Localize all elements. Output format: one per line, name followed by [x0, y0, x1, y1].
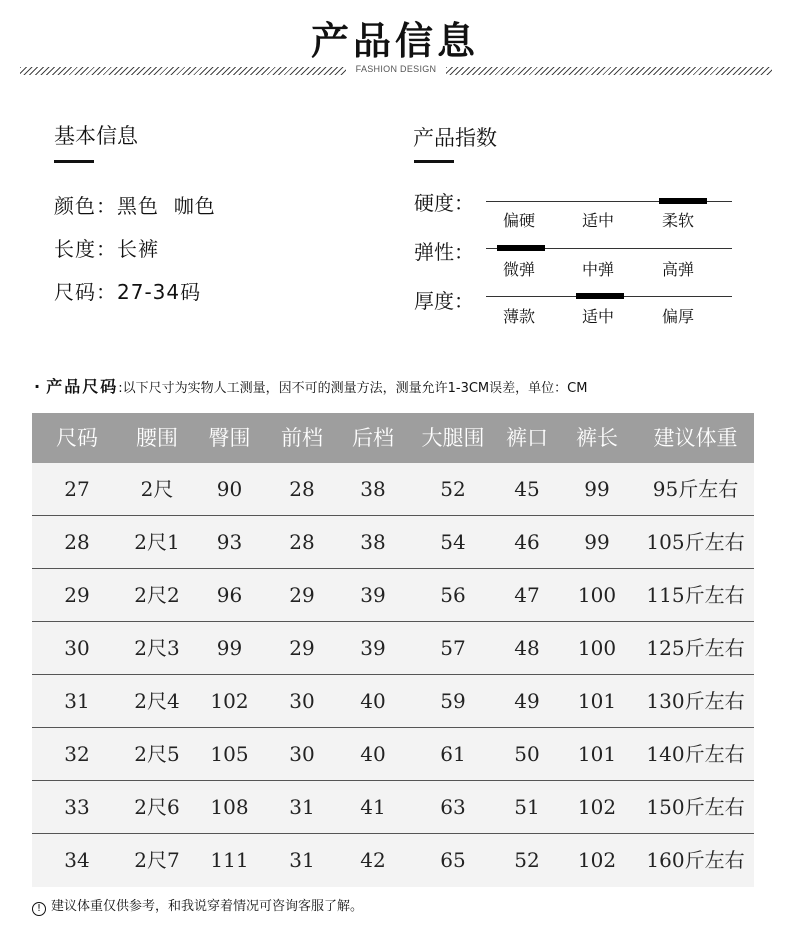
table-cell: 108 — [210, 795, 249, 819]
table-cell: 99 — [584, 530, 610, 554]
product-index-underline — [414, 160, 454, 163]
table-cell: 2尺1 — [134, 530, 180, 554]
table-cell: 54 — [440, 530, 466, 554]
thickness-option: 适中 — [582, 307, 615, 326]
thickness-option: 薄款 — [503, 307, 536, 326]
col-length: 裤长 — [576, 426, 618, 450]
table-cell: 29 — [289, 636, 315, 660]
table-cell: 39 — [360, 583, 386, 607]
table-cell: 52 — [514, 848, 540, 872]
info-row-length — [54, 233, 159, 262]
table-cell: 90 — [216, 477, 243, 501]
table-row — [32, 781, 754, 834]
table-cell: 49 — [514, 689, 540, 713]
table-cell: 27 — [64, 477, 90, 501]
table-cell: 50 — [514, 742, 540, 766]
elasticity-option: 高弹 — [662, 260, 695, 279]
table-cell: 102 — [210, 689, 249, 713]
table-cell: 41 — [360, 795, 386, 819]
table-cell: 160斤左右 — [646, 848, 745, 872]
table-cell: 2尺7 — [134, 848, 180, 872]
table-cell: 42 — [360, 848, 386, 872]
table-cell: 2尺2 — [134, 583, 180, 607]
table-cell: 115斤左右 — [646, 583, 745, 607]
divider-left — [20, 67, 346, 75]
table-cell: 30 — [289, 742, 315, 766]
table-cell: 130斤左右 — [646, 689, 745, 713]
table-cell: 59 — [440, 689, 466, 713]
table-cell: 40 — [360, 689, 386, 713]
hardness-option: 偏硬 — [503, 211, 536, 230]
table-cell: 99 — [216, 636, 243, 660]
table-cell: 28 — [289, 477, 315, 501]
info-value: 长裤 — [117, 237, 159, 261]
table-row — [32, 728, 754, 781]
table-cell: 100 — [577, 636, 617, 660]
elasticity-option: 中弹 — [582, 260, 615, 279]
size-table-note — [34, 374, 587, 397]
table-cell: 31 — [289, 795, 315, 819]
elasticity-option: 微弹 — [503, 260, 536, 279]
info-row-size — [54, 276, 201, 305]
table-cell: 47 — [514, 583, 540, 607]
table-row — [32, 675, 754, 728]
table-cell: 65 — [440, 848, 466, 872]
table-row — [32, 516, 754, 569]
table-cell: 105 — [210, 742, 249, 766]
footer-note-text: 建议体重仅供参考，和我说穿着情况可咨询客服了解。 — [51, 899, 364, 914]
table-cell: 102 — [577, 795, 617, 819]
size-table-body — [32, 463, 754, 887]
hardness-option: 柔软 — [662, 211, 695, 230]
table-cell: 102 — [577, 848, 617, 872]
table-cell: 33 — [64, 795, 90, 819]
footer-note — [32, 895, 363, 916]
table-cell: 2尺 — [140, 477, 174, 501]
table-cell: 99 — [584, 477, 610, 501]
table-cell: 2尺3 — [134, 636, 180, 660]
table-cell: 31 — [64, 689, 90, 713]
bullet: · — [34, 377, 43, 396]
table-cell: 52 — [440, 477, 466, 501]
table-cell: 29 — [64, 583, 90, 607]
table-cell: 46 — [514, 530, 540, 554]
brand-label: FASHION DESIGN — [355, 64, 437, 74]
table-cell: 140斤左右 — [646, 742, 745, 766]
info-row-color — [54, 190, 216, 219]
table-cell: 61 — [440, 742, 466, 766]
info-value: 黑色 咖色 — [117, 194, 216, 218]
table-row — [32, 569, 754, 622]
divider-right — [446, 67, 772, 75]
thickness-marker — [576, 293, 624, 299]
col-weight: 建议体重 — [653, 426, 738, 450]
table-cell: 40 — [360, 742, 386, 766]
col-leg-opening: 裤口 — [506, 426, 548, 450]
table-cell: 93 — [216, 530, 243, 554]
table-cell: 32 — [64, 742, 90, 766]
info-icon: ! — [32, 902, 46, 916]
product-index-heading: 产品指数 — [413, 126, 497, 150]
basic-info-underline — [54, 160, 94, 163]
table-cell: 30 — [64, 636, 90, 660]
table-cell: 30 — [289, 689, 315, 713]
table-cell: 38 — [360, 530, 386, 554]
table-cell: 100 — [577, 583, 617, 607]
table-cell: 111 — [210, 848, 249, 872]
table-cell: 38 — [360, 477, 386, 501]
col-waist: 腰围 — [136, 426, 178, 450]
table-cell: 51 — [514, 795, 540, 819]
table-cell: 56 — [440, 583, 466, 607]
table-cell: 95斤左右 — [652, 477, 739, 501]
table-cell: 105斤左右 — [646, 530, 745, 554]
table-cell: 101 — [577, 742, 617, 766]
col-hip: 臀围 — [208, 426, 251, 450]
table-cell: 96 — [216, 583, 243, 607]
info-label: 颜色： — [54, 194, 117, 218]
col-front-rise: 前档 — [281, 426, 323, 450]
hardness-marker — [659, 198, 707, 204]
table-row — [32, 834, 754, 887]
table-cell: 101 — [577, 689, 617, 713]
table-cell: 125斤左右 — [646, 636, 745, 660]
table-row — [32, 463, 754, 516]
info-label: 尺码： — [54, 280, 117, 304]
hardness-option: 适中 — [582, 211, 615, 230]
table-cell: 39 — [360, 636, 386, 660]
info-value: 27-34码 — [117, 280, 202, 304]
table-cell: 2尺6 — [134, 795, 180, 819]
basic-info-heading: 基本信息 — [54, 124, 138, 148]
col-size: 尺码 — [56, 426, 98, 450]
table-cell: 31 — [289, 848, 315, 872]
hardness-label: 硬度： — [414, 191, 474, 215]
col-thigh: 大腿围 — [421, 426, 485, 450]
page-title: 产品信息 — [310, 19, 479, 63]
table-cell: 29 — [289, 583, 315, 607]
thickness-option: 偏厚 — [662, 307, 695, 326]
table-cell: 34 — [64, 848, 90, 872]
table-cell: 57 — [440, 636, 466, 660]
table-cell: 28 — [64, 530, 90, 554]
table-cell: 28 — [289, 530, 315, 554]
elasticity-marker — [497, 245, 545, 251]
table-cell: 2尺4 — [134, 689, 180, 713]
size-table-note-text: :以下尺寸为实物人工测量，因不可的测量方法，测量允许1-3CM误差，单位：CM — [118, 381, 588, 396]
table-cell: 150斤左右 — [646, 795, 745, 819]
size-table-header — [32, 413, 754, 463]
info-label: 长度： — [54, 237, 117, 261]
table-cell: 48 — [514, 636, 540, 660]
table-cell: 2尺5 — [134, 742, 180, 766]
table-row — [32, 622, 754, 675]
table-cell: 45 — [514, 477, 540, 501]
size-table-title: 产品尺码 — [46, 377, 119, 396]
thickness-label: 厚度： — [414, 289, 474, 313]
elasticity-label: 弹性： — [414, 240, 474, 264]
table-cell: 63 — [440, 795, 466, 819]
col-back-rise: 后档 — [352, 426, 394, 450]
